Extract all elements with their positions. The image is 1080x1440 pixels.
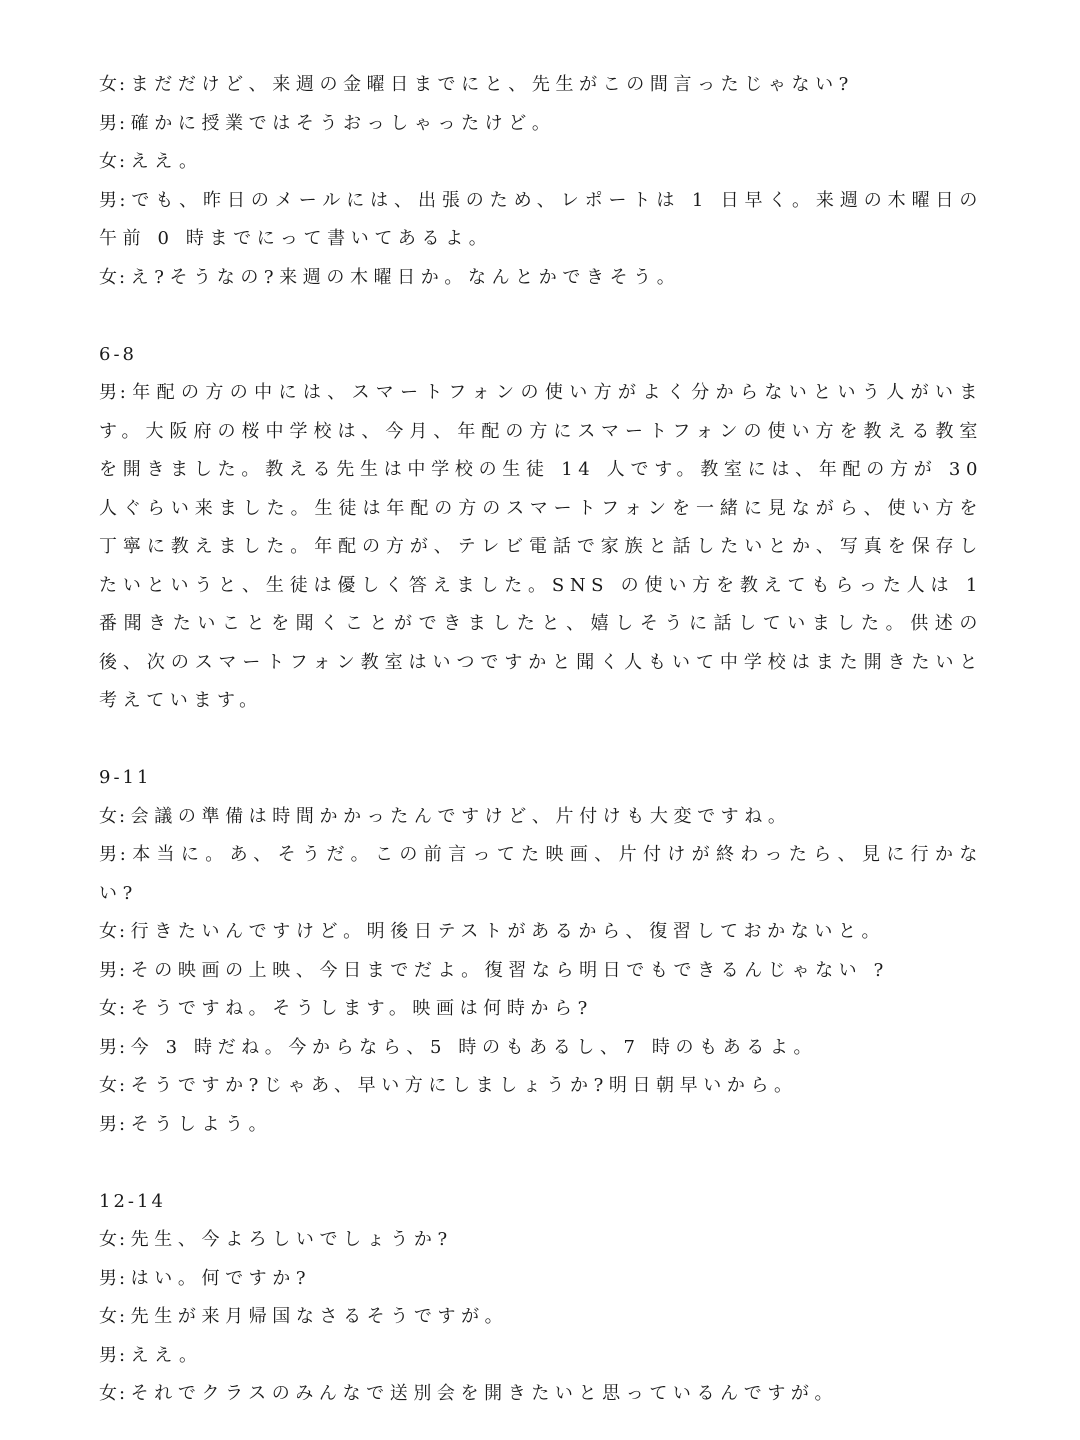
speaker-label: 男 [99,112,119,134]
section-4 [99,1183,983,1414]
dialogue-text: 本当に。あ、そうだ。この前言ってた映画、片付けが終わったら、見に行かない? [99,844,983,904]
speaker-label: 男 [99,1113,119,1135]
speaker-label: 男 [99,189,120,211]
dialogue-line: 女:行きたいんですけど。明後日テストがあるから、復習しておかないと。 [99,921,886,942]
section-gap [99,721,983,760]
dialogue-text: 確かに授業ではそうおっしゃったけど。 [130,112,556,134]
transcript-page [99,66,983,1414]
dialogue-line: 男:でも、昨日のメールには、出張のため、レポートは 1 日早く。来週の木曜日の午前 0 時までにって書いてあるよ。 [99,189,984,249]
speaker-label: 女 [99,1306,119,1327]
dialogue-line: 男:はい。何ですか? [99,1267,312,1289]
dialogue-text: 行きたいんですけど。明後日テストがあるから、復習しておかないと。 [130,921,886,942]
dialogue-line: 女:それでクラスのみんなで送別会を開きたいと思っているんですが。 [99,1383,839,1404]
dialogue-line: 男:ええ。 [99,1344,203,1366]
speaker-label: 男 [99,382,120,403]
dialogue-text: そうですか?じゃあ、早い方にしましょうか?明日朝早いから。 [130,1075,798,1096]
dialogue-text: 会議の準備は時間かかったんですけど、片付けも大変ですね。 [130,805,792,827]
speaker-label: 女 [99,266,119,288]
monologue-paragraph: 男:年配の方の中には、スマートフォンの使い方がよく分からないという人がいます。大阪府の桜中学校は、今月、年配の方にスマートフォンの使い方を教える教室を開きました。教える先生は中学校の生徒 14 人です。教室には、年配の方が 30 人ぐらい来ました。生徒は年配の方のスマートフォンを一緒に見ながら、使い方を丁寧に教えました。年配の方が、テレビ電話で家族と話したいとか、写真を保存したいというと、生徒は優しく答えました。SNS の使い方を教えてもらった人は 1 番聞きたいことを聞くことができましたと、嬉しそうに話していました。供述の後、次のスマートフォン教室はいつですかと聞く人もいて中学校はまた開きたいと考えています。 [99,382,983,711]
speaker-label: 男 [99,1267,119,1289]
monologue-text: 年配の方の中には、スマートフォンの使い方がよく分からないという人がいます。大阪府の桜中学校は、今月、年配の方にスマートフォンの使い方を教える教室を開きました。教える先生は中学校の生徒 14 人です。教室には、年配の方が 30 人ぐらい来ました。生徒は年配の方のスマートフォンを一緒に見ながら、使い方を丁寧に教えました。年配の方が、テレビ電話で家族と話したいとか、写真を保存したいというと、生徒は優しく答えました。SNS の使い方を教えてもらった人は 1 番聞きたいことを聞くことができましたと、嬉しそうに話していました。供述の後、次のスマートフォン教室はいつですかと聞く人もいて中学校はまた開きたいと考えています。 [99,382,983,711]
dialogue-text: ええ。 [130,151,203,172]
dialogue-text: 先生が来月帰国なさるそうですが。 [130,1306,509,1327]
dialogue-text: ええ。 [130,1344,203,1366]
speaker-label: 男 [99,844,120,865]
speaker-label: 男 [99,1036,119,1058]
speaker-label: 女 [99,921,119,942]
section-heading: 9-11 [99,767,152,788]
dialogue-line: 女:ええ。 [99,151,203,172]
speaker-label: 女 [99,998,119,1019]
speaker-label: 女 [99,1075,119,1096]
dialogue-line: 女:え?そうなの?来週の木曜日か。なんとかできそう。 [99,266,681,288]
speaker-label: 男 [99,959,119,981]
speaker-label: 女 [99,1229,119,1250]
dialogue-text: まだだけど、来週の金曜日までにと、先生がこの間言ったじゃない? [130,74,854,95]
speaker-label: 男 [99,1344,119,1366]
dialogue-line: 男:今 3 時だね。今からなら、5 時のもあるし、7 時のもあるよ。 [99,1036,818,1058]
dialogue-line: 女:そうですか?じゃあ、早い方にしましょうか?明日朝早いから。 [99,1075,798,1096]
dialogue-text: でも、昨日のメールには、出張のため、レポートは 1 日早く。来週の木曜日の午前 0 時までにって書いてあるよ。 [99,189,984,249]
dialogue-line: 男:確かに授業ではそうおっしゃったけど。 [99,112,556,134]
dialogue-line: 男:その映画の上映、今日までだよ。復習なら明日でもできるんじゃない ? [99,959,889,981]
dialogue-text: その映画の上映、今日までだよ。復習なら明日でもできるんじゃない ? [130,959,889,981]
dialogue-line: 女:まだだけど、来週の金曜日までにと、先生がこの間言ったじゃない? [99,74,854,95]
section-heading: 12-14 [99,1190,166,1212]
section-1 [99,66,983,297]
section-3 [99,759,983,1144]
dialogue-text: そうしよう。 [130,1113,273,1135]
dialogue-text: 先生、今よろしいでしょうか? [130,1229,453,1250]
dialogue-line: 女:そうですね。そうします。映画は何時から? [99,998,593,1019]
dialogue-line: 男:本当に。あ、そうだ。この前言ってた映画、片付けが終わったら、見に行かない? [99,844,983,904]
section-gap [99,1144,983,1183]
dialogue-line: 女:先生が来月帰国なさるそうですが。 [99,1306,509,1327]
speaker-label: 女 [99,151,119,172]
speaker-label: 女 [99,805,119,827]
dialogue-text: はい。何ですか? [130,1267,312,1289]
speaker-label: 女 [99,74,119,95]
dialogue-text: え?そうなの?来週の木曜日か。なんとかできそう。 [130,266,681,288]
dialogue-text: そうですね。そうします。映画は何時から? [130,998,593,1019]
section-2 [99,336,983,721]
section-heading: 6-8 [99,343,137,365]
speaker-label: 女 [99,1383,119,1404]
dialogue-text: それでクラスのみんなで送別会を開きたいと思っているんですが。 [130,1383,839,1404]
dialogue-line: 女:先生、今よろしいでしょうか? [99,1229,453,1250]
dialogue-text: 今 3 時だね。今からなら、5 時のもあるし、7 時のもあるよ。 [130,1036,818,1058]
dialogue-line: 男:そうしよう。 [99,1113,273,1135]
dialogue-line: 女:会議の準備は時間かかったんですけど、片付けも大変ですね。 [99,805,792,827]
section-gap [99,297,983,336]
